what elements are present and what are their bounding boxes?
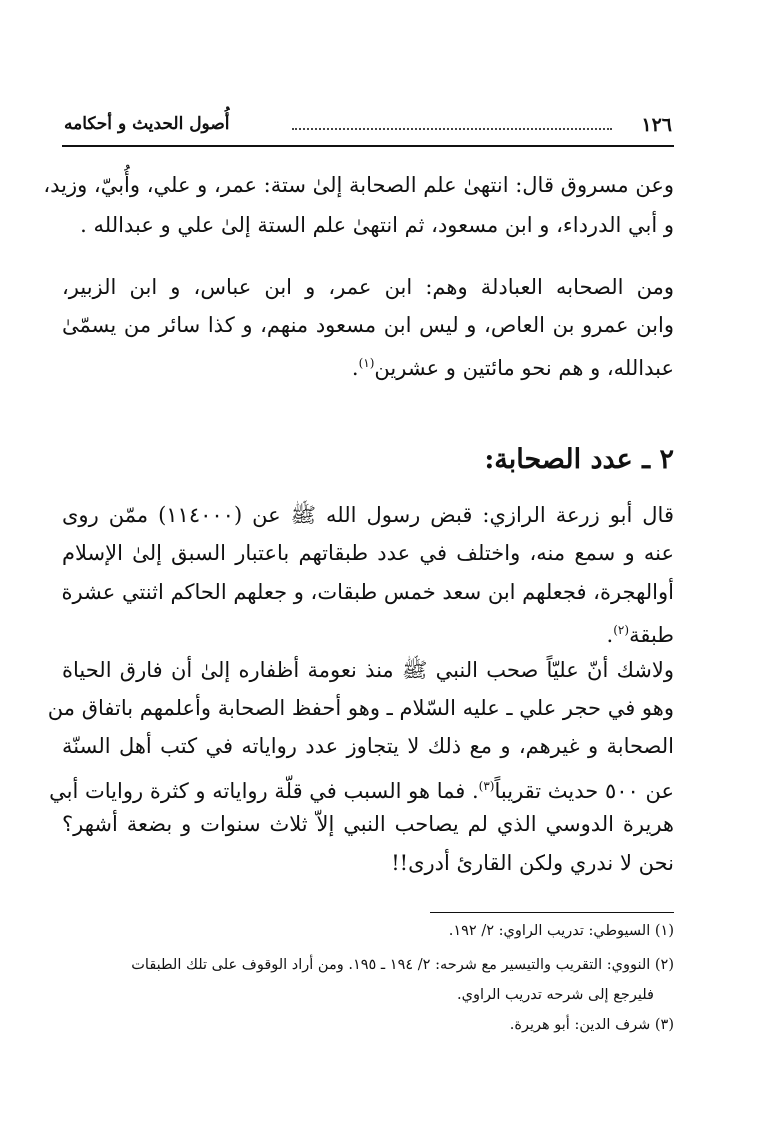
- footnote: (١) السيوطي: تدريب الراوي: ٢/ ١٩٢.: [448, 923, 674, 939]
- body-line: و أبي الدرداء، و ابن مسعود، ثم انتهىٰ علم الستة إلىٰ علي و عبدالله .: [80, 213, 674, 237]
- footnote-ref: (١): [358, 356, 375, 370]
- page-number: ١٢٦: [641, 114, 672, 136]
- body-text: . فما هو السبب في قلّة رواياته و كثرة روايات أبي: [49, 779, 479, 803]
- footnote-ref: (٣): [478, 779, 495, 793]
- body-line: قال أبو زرعة الرازي: قبض رسول الله ﷺ عن (١١٤٠٠٠) ممّن روى: [62, 503, 674, 527]
- header-dotted-leader: [292, 128, 612, 130]
- footnote-ref: (٢): [613, 623, 630, 637]
- body-text: .: [606, 623, 614, 647]
- body-line: ومن الصحابه العبادلة وهم: ابن عمر، و ابن عباس، و ابن الزبير،: [62, 275, 674, 299]
- body-line: [49, 771, 674, 806]
- section-heading: ٢ ـ عدد الصحابة:: [484, 444, 674, 475]
- body-text: عبدالله، و هم نحو مائتين و عشرين: [374, 356, 674, 380]
- body-text: طبقة: [629, 623, 674, 647]
- footnote: (٣) شرف الدين: أبو هريرة.: [509, 1017, 674, 1033]
- body-line: نحن لا ندري ولكن القارئ أدرى!!: [391, 851, 674, 875]
- body-text: .: [351, 356, 359, 380]
- body-line: أوالهجرة، فجعلهم ابن سعد خمس طبقات، و جعلهم الحاكم اثنتي عشرة: [61, 580, 674, 604]
- body-line: هريرة الدوسي الذي لم يصاحب النبي إلاّ ثلاث سنوات و بضعة أشهر؟: [62, 812, 674, 836]
- body-line: وهو في حجر علي ـ عليه السّلام ـ وهو أحفظ الصحابة وأعلمهم باتفاق من: [47, 696, 674, 720]
- footnote-rule: [430, 912, 674, 913]
- body-line: ولاشك أنّ عليّاً صحب النبي ﷺ منذ نعومة أظفاره إلىٰ أن فارق الحياة: [62, 658, 674, 682]
- body-line: [62, 615, 674, 650]
- running-title: أُصول الحديث و أحكامه: [64, 114, 230, 134]
- header-rule: [62, 145, 674, 147]
- body-line: [62, 348, 674, 383]
- body-text: عن ٥٠٠ حديث تقريباً: [494, 779, 674, 803]
- footnote-continuation: فليرجع إلى شرحه تدريب الراوي.: [456, 987, 654, 1003]
- body-line: الصحابة و غيرهم، و مع ذلك لا يتجاوز عدد رواياته في كتب أهل السنّة: [62, 734, 674, 758]
- body-line: عنه و سمع منه، واختلف في عدد طبقاتهم باعتبار السبق إلىٰ الإسلام: [62, 541, 674, 565]
- running-header: [62, 100, 674, 140]
- body-line: وابن عمرو بن العاص، و ليس ابن مسعود منهم، و كذا سائر من يسمّىٰ: [62, 313, 674, 337]
- body-line: وعن مسروق قال: انتهىٰ علم الصحابة إلىٰ ستة: عمر، و علي، وأُبيّ، وزيد،: [43, 173, 674, 197]
- footnote: (٢) النووي: التقريب والتيسير مع شرحه: ٢/ ١٩٤ ـ ١٩٥. ومن أراد الوقوف على تلك الطبقات: [131, 957, 674, 973]
